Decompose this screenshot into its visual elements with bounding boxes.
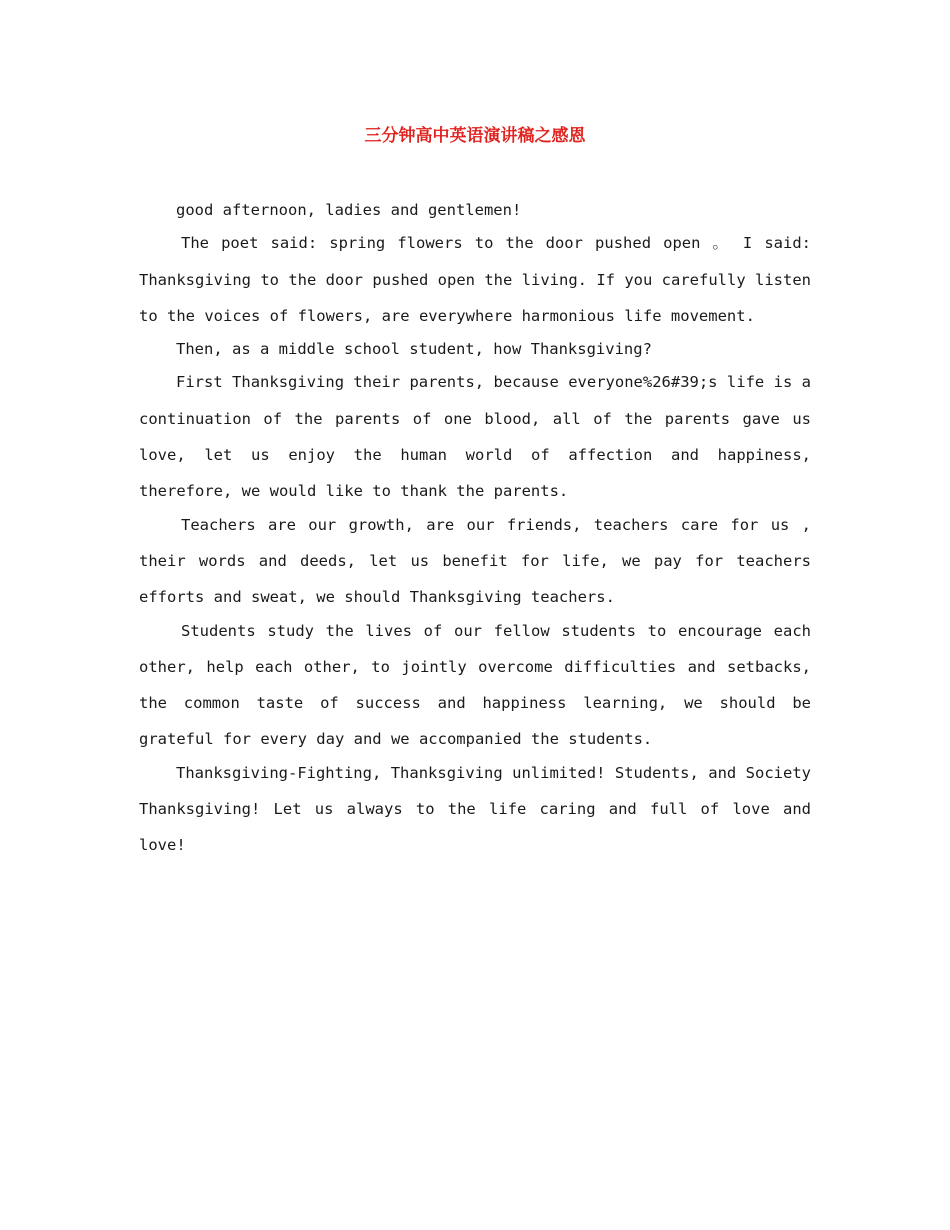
document-body	[139, 192, 811, 864]
paragraph-teachers: Teachers are our growth, are our friends, teachers care for us , their words and deeds, let us benefit for life, we pay for teachers efforts and sweat, we should Thanksgiving teachers.	[139, 515, 811, 607]
paragraph-poet: The poet said: spring flowers to the door pushed open 。 I said: Thanksgiving to the door pushed open the living. If you carefully listen to the voices of flowers, are everywhere harmonious life movement.	[139, 234, 811, 325]
paragraph-students: Students study the lives of our fellow students to encourage each other, help each other, to jointly overcome difficulties and setbacks, the common taste of success and happiness learning, we should be grateful for every day and we accompanied the students.	[139, 621, 811, 749]
paragraph-closing: Thanksgiving-Fighting, Thanksgiving unlimited! Students, and Society Thanksgiving! Let us always to the life caring and full of love and love!	[139, 763, 811, 855]
document-title: 三分钟高中英语演讲稿之感恩	[364, 126, 586, 146]
paragraph-greeting: good afternoon, ladies and gentlemen!	[176, 201, 522, 219]
paragraph-parents: First Thanksgiving their parents, because everyone%26#39;s life is a continuation of the parents of one blood, all of the parents gave us love, let us enjoy the human world of affection and happiness, therefore, we would like to thank the parents.	[139, 373, 811, 501]
paragraph-question: Then, as a middle school student, how Thanksgiving?	[176, 340, 652, 359]
